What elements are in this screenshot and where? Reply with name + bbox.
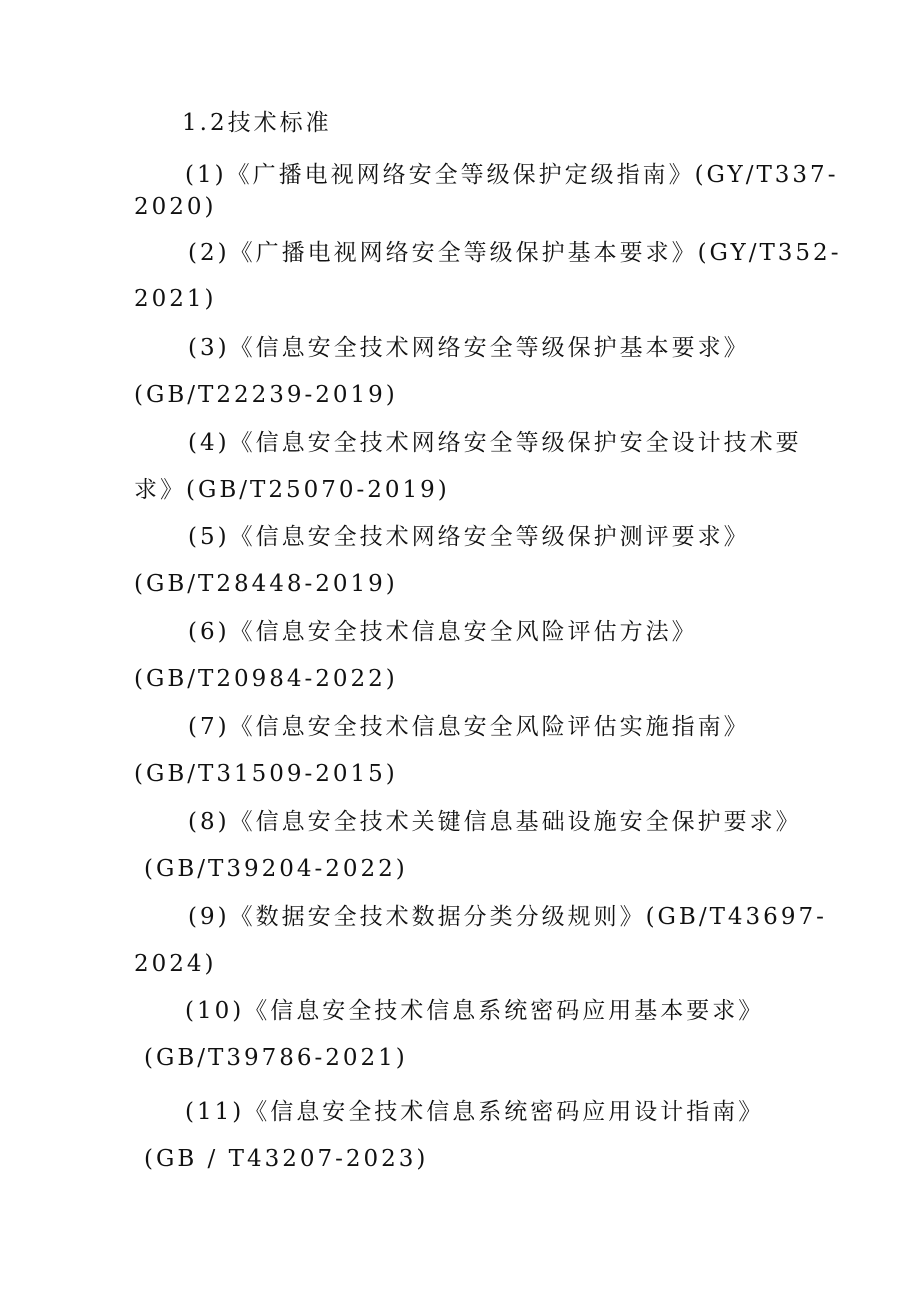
standard-item-6-line2: (GB/T20984-2022) [134,666,398,692]
standard-item-8-line1: (8)《信息安全技术关键信息基础设施安全保护要求》 [188,809,802,835]
standard-item-6-line1: (6)《信息安全技术信息安全风险评估方法》 [188,619,698,645]
standard-item-10-line2: (GB/T39786-2021) [144,1045,408,1071]
standard-item-2-line1: (2)《广播电视网络安全等级保护基本要求》(GY/T352- [188,240,842,266]
standard-item-8-line2: (GB/T39204-2022) [144,856,408,882]
standard-item-2-line2: 2021) [134,286,217,312]
standard-item-11-line2: (GB / T43207-2023) [144,1146,429,1172]
standard-item-5-line1: (5)《信息安全技术网络安全等级保护测评要求》 [188,524,750,550]
standard-item-4-line2: 求》(GB/T25070-2019) [134,477,450,503]
standard-item-11-line1: (11)《信息安全技术信息系统密码应用设计指南》 [185,1099,765,1125]
standard-item-3-line1: (3)《信息安全技术网络安全等级保护基本要求》 [188,335,750,361]
standard-item-1-line2: 2020) [134,194,217,220]
standard-item-1-line1: (1)《广播电视网络安全等级保护定级指南》(GY/T337- [185,162,839,188]
standard-item-9-line2: 2024) [134,951,217,977]
standard-item-9-line1: (9)《数据安全技术数据分类分级规则》(GB/T43697- [188,904,827,930]
standard-item-7-line2: (GB/T31509-2015) [134,761,398,787]
standard-item-4-line1: (4)《信息安全技术网络安全等级保护安全设计技术要 [188,430,802,456]
standard-item-10-line1: (10)《信息安全技术信息系统密码应用基本要求》 [185,998,765,1024]
standard-item-7-line1: (7)《信息安全技术信息安全风险评估实施指南》 [188,714,750,740]
standard-item-3-line2: (GB/T22239-2019) [134,382,398,408]
section-title: 1.2技术标准 [182,110,332,136]
standard-item-5-line2: (GB/T28448-2019) [134,571,398,597]
